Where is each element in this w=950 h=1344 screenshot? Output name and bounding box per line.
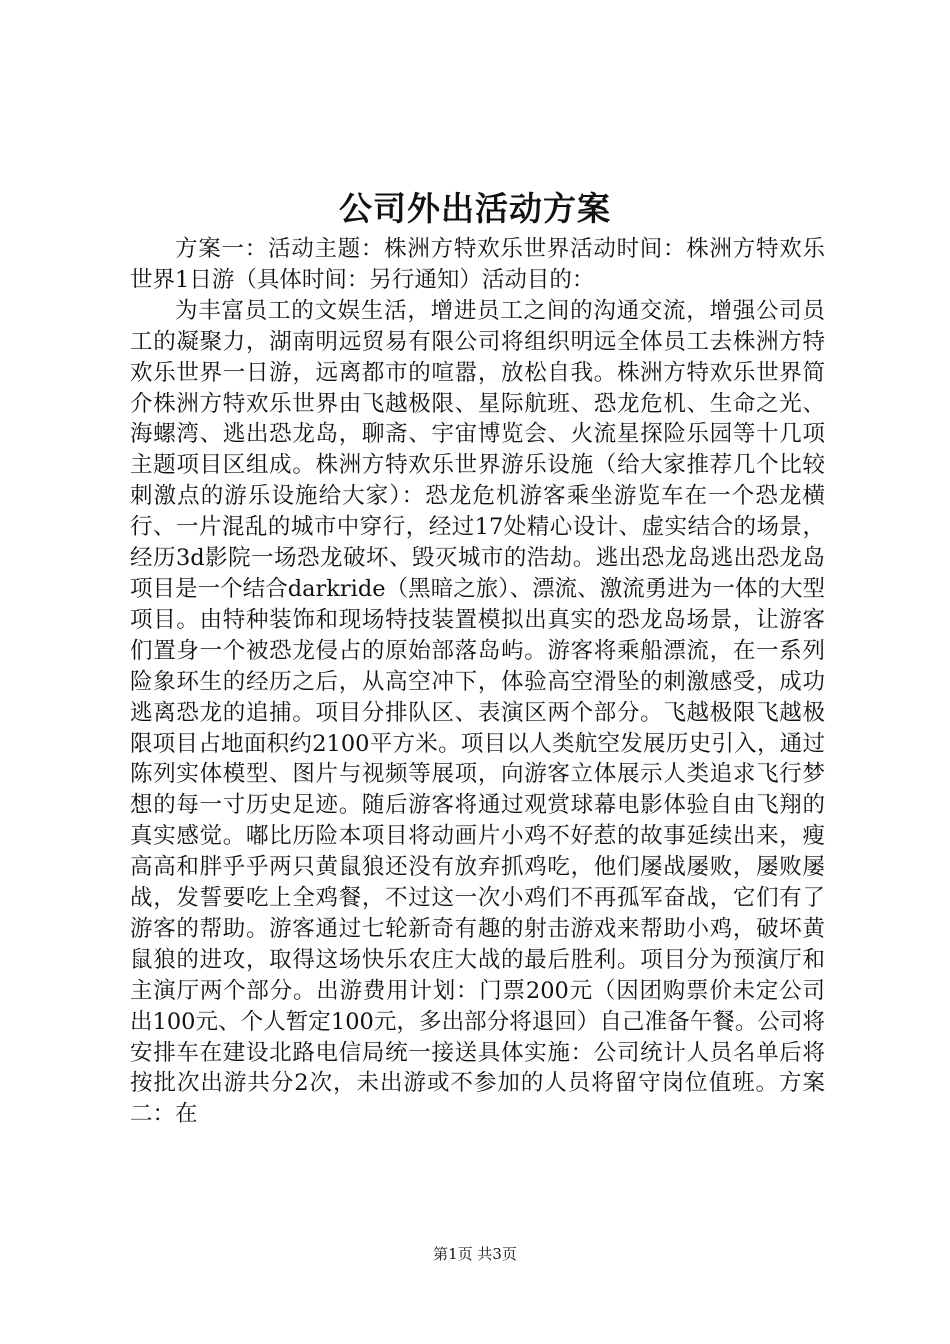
paragraph-2: 为丰富员工的文娱生活，增进员工之间的沟通交流，增强公司员工的凝聚力，湖南明远贸易有限公司将组织明远全体员工去株洲方特欢乐世界一日游，远离都市的喧嚣，放松自我。株洲方特欢乐世界简介株洲方特欢乐世界由飞越极限、星际航班、恐龙危机、生命之光、海螺湾、逃出恐龙岛，聊斋、宇宙博览会、火流星探险乐园等十几项主题项目区组成。株洲方特欢乐世界游乐设施（给大家推荐几个比较刺激点的游乐设施给大家）：恐龙危机游客乘坐游览车在一个恐龙横行、一片混乱的城市中穿行，经过17处精心设计、虚实结合的场景，经历3d影院一场恐龙破坏、毁灭城市的浩劫。逃出恐龙岛逃出恐龙岛项目是一个结合darkride（黑暗之旅）、漂流、激流勇进为一体的大型项目。由特种装饰和现场特技装置模拟出真实的恐龙岛场景，让游客们置身一个被恐龙侵占的原始部落岛屿。游客将乘船漂流，在一系列险象环生的经历之后，从高空冲下，体验高空滑坠的刺激感受，成功逃离恐龙的追捕。项目分排队区、表演区两个部分。飞越极限飞越极限项目占地面积约2100平方米。项目以人类航空发展历史引入，通过陈列实体模型、图片与视频等展项，向游客立体展示人类追求飞行梦想的每一寸历史足迹。随后游客将通过观赏球幕电影体验自由飞翔的真实感觉。嘟比历险本项目将动画片小鸡不好惹的故事延续出来，瘦高高和胖乎乎两只黄鼠狼还没有放弃抓鸡吃，他们屡战屡败，屡败屡战，发誓要吃上全鸡餐，不过这一次小鸡们不再孤军奋战，它们有了游客的帮助。游客通过七轮新奇有趣的射击游戏来帮助小鸡，破坏黄鼠狼的进攻，取得这场快乐农庄大战的最后胜利。项目分为预演厅和主演厅两个部分。出游费用计划：门票200元（因团购票价未定公司出100元、个人暂定100元，多出部分将退回）自己准备午餐。公司将安排车在建设北路电信局统一接送具体实施：公司统计人员名单后将按批次出游共分2次，未出游或不参加的人员将留守岗位值班。方案二：在 (130, 297, 825, 1128)
document-title: 公司外出活动方案 (339, 189, 611, 228)
document-body (130, 234, 825, 1130)
page-number-footer: 第1页 共3页 (433, 1245, 517, 1263)
paragraph-1: 方案一：活动主题：株洲方特欢乐世界活动时间：株洲方特欢乐世界1日游（具体时间：另行通知）活动目的： (130, 236, 825, 293)
